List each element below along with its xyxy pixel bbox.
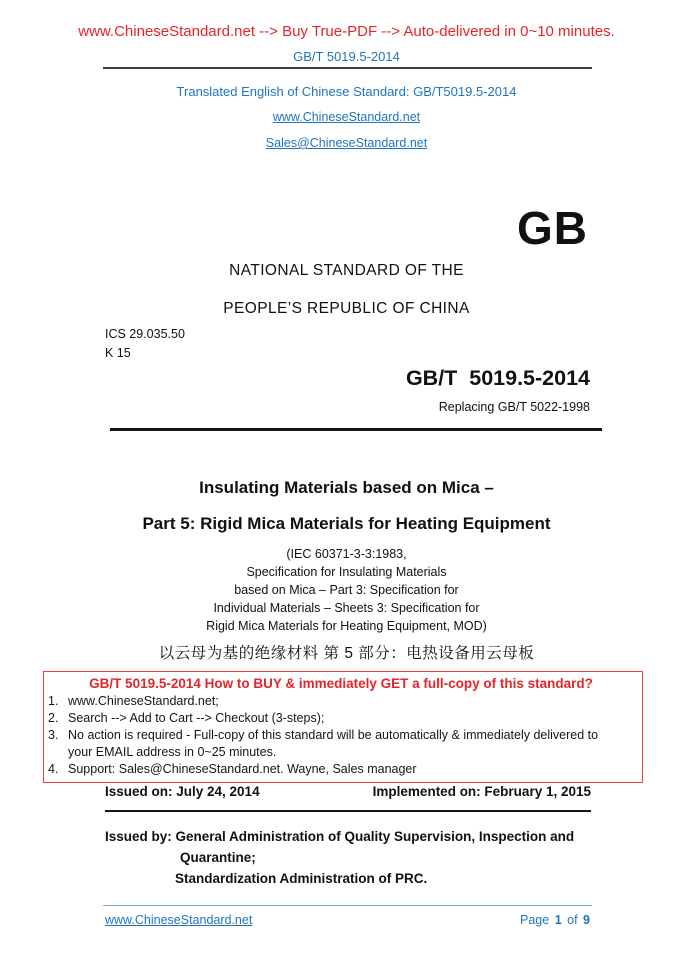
buy-step-text: www.ChineseStandard.net; — [68, 694, 219, 708]
issue-dates-row — [105, 784, 591, 799]
header-site-link-wrap — [0, 110, 693, 124]
buy-step-number: 4. — [48, 762, 59, 776]
iec-reference-line: based on Mica – Part 3: Specification for — [234, 583, 459, 597]
issued-by-block — [105, 826, 605, 889]
page-of-label: of — [567, 913, 578, 927]
header-email-link-wrap — [0, 136, 693, 150]
ics-code: ICS 29.035.50 — [105, 327, 185, 341]
iec-reference-line: (IEC 60371-3-3:1983, — [286, 547, 407, 561]
promo-banner: www.ChineseStandard.net --> Buy True-PDF --> Auto-delivered in 0~10 minutes. — [78, 23, 615, 40]
header-standard-code: GB/T 5019.5-2014 — [293, 49, 400, 64]
buy-box-list — [48, 693, 634, 778]
national-standard-line1: NATIONAL STANDARD OF THE — [229, 262, 464, 279]
page-number — [519, 913, 591, 927]
implemented-on-date: Implemented on: February 1, 2015 — [372, 784, 591, 799]
buy-step-number: 3. — [48, 728, 59, 742]
standard-title-line1: Insulating Materials based on Mica – — [199, 478, 494, 497]
footer-site-link[interactable]: www.ChineseStandard.net — [105, 913, 253, 927]
page-total: 9 — [583, 913, 590, 927]
issued-on-date: Issued on: July 24, 2014 — [105, 784, 260, 799]
iec-reference-line: Specification for Insulating Materials — [246, 565, 447, 579]
page-label: Page — [520, 913, 550, 927]
iec-reference-block — [0, 545, 693, 635]
issued-by-line2: Quarantine; — [180, 850, 256, 865]
buy-step-text — [68, 727, 634, 761]
site-link[interactable]: www.ChineseStandard.net — [272, 110, 421, 124]
buy-step-2 — [48, 710, 634, 727]
iec-reference-line: Individual Materials – Sheets 3: Specification for — [213, 601, 480, 615]
issued-by-line1: Issued by: General Administration of Quality Supervision, Inspection and — [105, 829, 575, 844]
replacing-note: Replacing GB/T 5022-1998 — [438, 400, 590, 414]
standard-number: GB/T 5019.5-2014 — [405, 366, 590, 390]
gb-logo: GB — [517, 202, 588, 254]
sales-email-link[interactable]: Sales@ChineseStandard.net — [265, 136, 428, 150]
buy-step-3 — [48, 727, 634, 761]
footer-divider — [103, 905, 592, 906]
issue-dates-divider — [105, 810, 591, 812]
masthead-divider — [110, 428, 602, 431]
buy-step-text: Support: Sales@ChineseStandard.net. Wayne, Sales manager — [68, 762, 417, 776]
page-current: 1 — [554, 913, 562, 927]
buy-step-1 — [48, 693, 634, 710]
buy-step-text: Search --> Add to Cart --> Checkout (3-steps); — [68, 711, 325, 725]
footer — [105, 913, 591, 927]
classification-code: K 15 — [105, 346, 131, 360]
buy-box-title: GB/T 5019.5-2014 How to BUY & immediately GET a full-copy of this standard? — [89, 676, 593, 691]
buy-step-number: 1. — [48, 694, 59, 708]
iec-reference-line: Rigid Mica Materials for Heating Equipment, MOD) — [206, 619, 487, 633]
chinese-title: 以云母为基的绝缘材料 第 5 部分：电热设备用云母板 — [158, 645, 535, 662]
issued-by-line3: Standardization Administration of PRC. — [175, 871, 428, 886]
buy-step-text-line2: your EMAIL address in 0~25 minutes. — [68, 745, 277, 759]
standard-title-line2: Part 5: Rigid Mica Materials for Heating Equipment — [142, 514, 551, 533]
how-to-buy-box — [43, 671, 643, 783]
buy-step-4 — [48, 761, 634, 778]
translated-note: Translated English of Chinese Standard: GB/T5019.5-2014 — [176, 84, 517, 99]
buy-step-text-line1: No action is required - Full-copy of this standard will be automatically & immediately delivered to — [68, 728, 599, 742]
national-standard-line2: PEOPLE’S REPUBLIC OF CHINA — [223, 300, 470, 317]
buy-step-number: 2. — [48, 711, 59, 725]
header-divider — [103, 67, 592, 69]
